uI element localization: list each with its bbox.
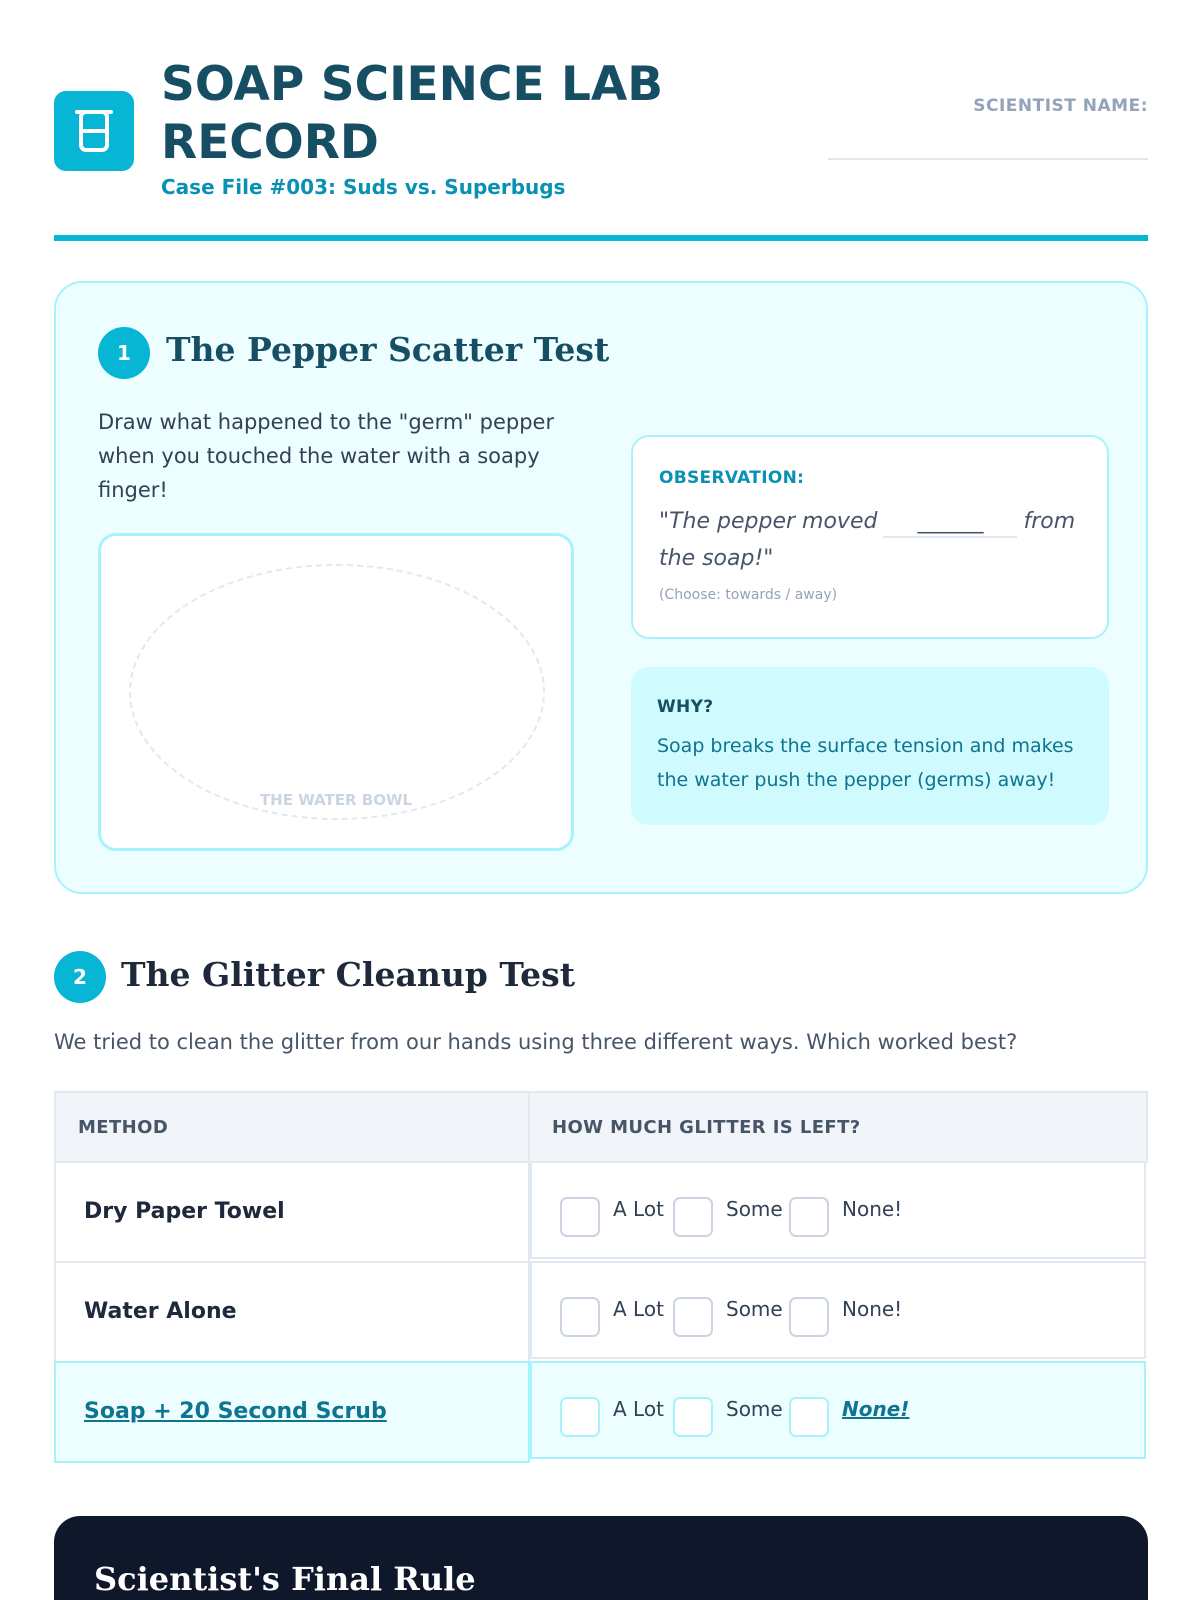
section-title: The Pepper Scatter Test xyxy=(166,330,610,369)
scientist-name-field[interactable] xyxy=(828,158,1148,160)
glitter-amount-cell xyxy=(530,1261,1146,1359)
final-rule-panel xyxy=(54,1516,1148,1600)
checkbox[interactable] xyxy=(673,1297,713,1337)
section-description: Draw what happened to the "germ" pepper when you touched the water with a soapy finger! xyxy=(98,410,555,502)
checkbox-label: Some xyxy=(726,1297,783,1321)
why-box xyxy=(631,667,1109,825)
checkbox-label: None! xyxy=(842,1197,903,1221)
checkbox[interactable] xyxy=(789,1197,829,1237)
glitter-results-table xyxy=(54,1091,1148,1466)
why-label: WHY? xyxy=(657,697,714,717)
checkbox[interactable] xyxy=(560,1197,600,1237)
observation-label: OBSERVATION: xyxy=(659,468,805,488)
method-cell: Water Alone xyxy=(54,1261,530,1363)
table-header-glitter: HOW MUCH GLITTER IS LEFT? xyxy=(528,1091,1148,1163)
checkbox-label: Some xyxy=(726,1197,783,1221)
pepper-test-card xyxy=(54,281,1148,894)
why-explanation: Soap breaks the surface tension and makes the water push the pepper (germs) away! xyxy=(657,735,1074,791)
checkbox-label: Some xyxy=(726,1397,783,1421)
observation-hint: (Choose: towards / away) xyxy=(659,587,838,603)
checkbox-label: None! xyxy=(842,1297,903,1321)
scientist-name-label: SCIENTIST NAME: xyxy=(973,96,1148,116)
observation-text-after: from the soap!" xyxy=(659,509,1076,571)
drawing-area[interactable] xyxy=(98,533,574,851)
final-rule-title: Scientist's Final Rule xyxy=(94,1560,476,1598)
case-file-subtitle: Case File #003: Suds vs. Superbugs xyxy=(161,175,566,199)
section-number-badge: 1 xyxy=(98,327,150,379)
page-header xyxy=(54,56,1148,242)
checkbox-label: None! xyxy=(842,1397,910,1421)
glitter-amount-cell xyxy=(530,1161,1146,1259)
observation-blank-field[interactable]: ______ xyxy=(883,508,1017,538)
method-cell: Dry Paper Towel xyxy=(54,1161,530,1263)
observation-text-before: "The pepper moved xyxy=(659,509,878,534)
water-bowl-outline xyxy=(129,564,545,820)
method-cell: Soap + 20 Second Scrub xyxy=(54,1361,530,1463)
checkbox[interactable] xyxy=(789,1397,829,1437)
checkbox[interactable] xyxy=(673,1397,713,1437)
header-divider xyxy=(54,235,1148,241)
section-description: We tried to clean the glitter from our hands using three different ways. Which worked best? xyxy=(54,1030,1018,1054)
water-bowl-label: THE WATER BOWL xyxy=(259,791,413,809)
section-title: The Glitter Cleanup Test xyxy=(121,955,575,994)
section-number-badge: 2 xyxy=(54,951,106,1003)
page-title: SOAP SCIENCE LAB RECORD xyxy=(161,57,664,170)
glitter-amount-cell xyxy=(530,1361,1146,1459)
observation-sentence xyxy=(659,503,1079,577)
checkbox-label: A Lot xyxy=(613,1397,664,1421)
beaker-icon xyxy=(54,91,134,171)
table-header-method: METHOD xyxy=(54,1091,530,1163)
checkbox[interactable] xyxy=(560,1397,600,1437)
checkbox[interactable] xyxy=(560,1297,600,1337)
observation-box xyxy=(631,435,1109,639)
checkbox-label: A Lot xyxy=(613,1297,664,1321)
checkbox[interactable] xyxy=(789,1297,829,1337)
checkbox-label: A Lot xyxy=(613,1197,664,1221)
checkbox[interactable] xyxy=(673,1197,713,1237)
